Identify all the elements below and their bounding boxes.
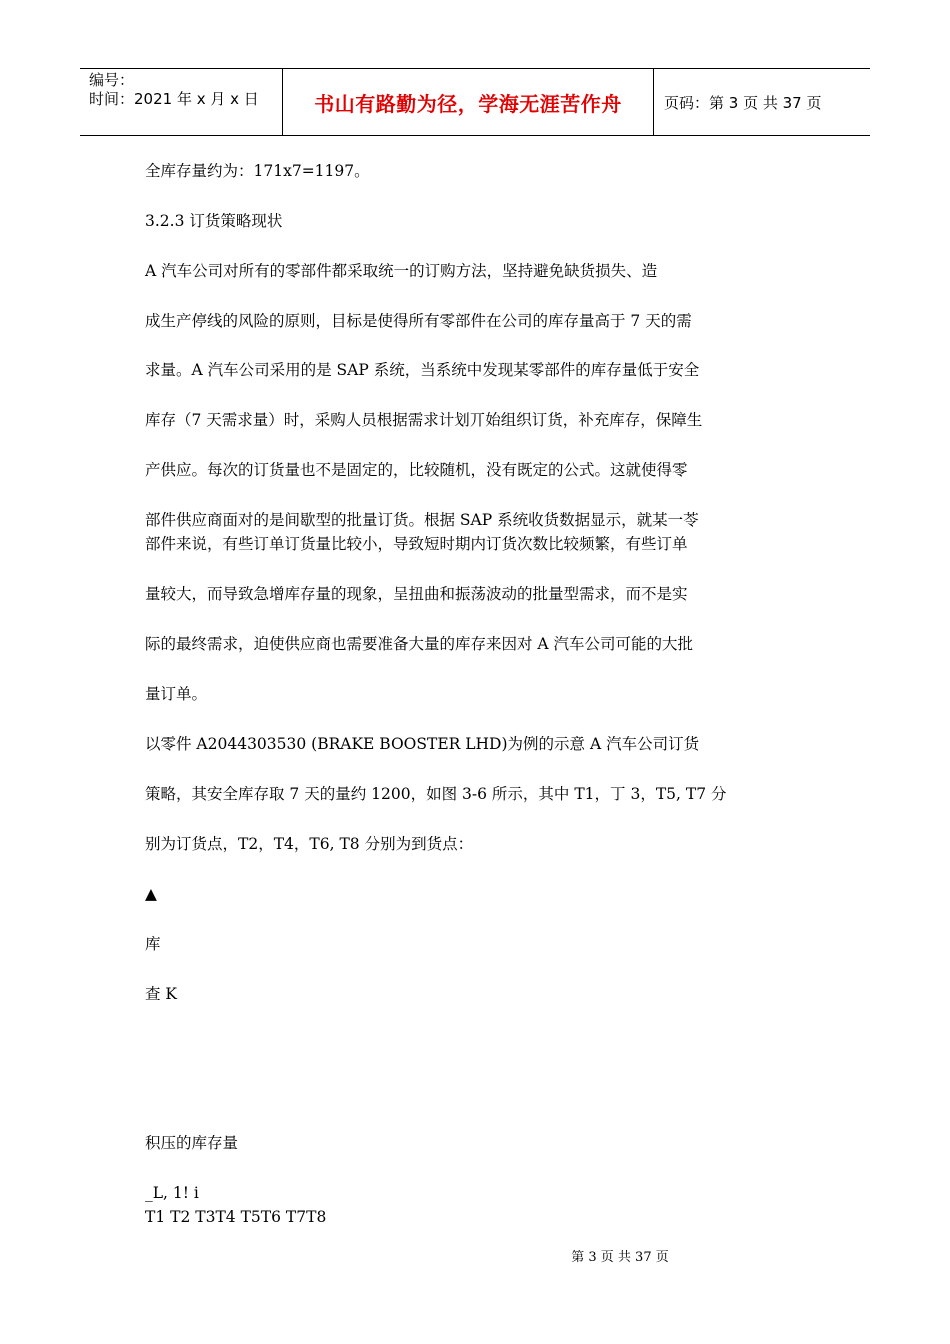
figure-annotation: 积压的库存量 — [145, 1134, 239, 1152]
paragraph-line: 以零件 A2044303530 (BRAKE BOOSTER LHD)为例的示意 A 汽车公司订货 — [145, 735, 700, 753]
figure-axis-label: 查 K — [145, 985, 178, 1003]
paragraph-line: 部件来说，有些订单订货量比较小，导致短时期内订货次数比较频繁，有些订单 — [145, 535, 688, 553]
page-header — [80, 68, 870, 136]
paragraph-line: 部件供应商面对的是间歇型的批量订货。根据 SAP 系统收货数据显示，就某一苓 — [145, 511, 699, 529]
paragraph-line: 别为订货点，T2，T4，T6, T8 分别为到货点： — [145, 835, 474, 853]
paragraph-line: 量较大，而导致急增库存量的现象，呈扭曲和振荡波动的批量型需求，而不是实 — [145, 585, 688, 603]
section-heading: 3.2.3 订货策略现状 — [145, 212, 283, 230]
figure-arrow-glyph: ▲ — [145, 885, 157, 903]
figure-time-labels: T1 T2 T3T4 T5T6 T7T8 — [145, 1208, 327, 1226]
paragraph-line: 际的最终需求，迫使供应商也需要准备大量的库存来因对 A 汽车公司可能的大批 — [145, 635, 694, 653]
paragraph-line: 量订单。 — [145, 685, 208, 703]
figure-fragment: _L, 1! i — [145, 1184, 199, 1202]
paragraph-line: 库存（7 天需求量）时，采购人员根据需求计划丌始组织订货，补充库存，保障生 — [145, 411, 703, 429]
header-page-info: 页码：第 3 页 共 37 页 — [664, 93, 822, 112]
code-label: 编号： — [89, 71, 135, 89]
header-meta — [80, 69, 282, 135]
header-motto: 书山有路勤为径，学海无涯苦作舟 — [282, 69, 654, 135]
page-footer: 第 3 页 共 37 页 — [571, 1250, 669, 1265]
date-label: 时间：2021 年 x 月 x 日 — [89, 90, 259, 108]
paragraph-line: A 汽车公司对所有的零部件都采取统一的订购方法，坚持避免缺货损失、造 — [145, 262, 658, 280]
paragraph-line: 产供应。每次的订货量也不是固定的，比较随机，没有既定的公式。这就使得零 — [145, 461, 688, 479]
paragraph-line: 全库存量约为：171x7=1197。 — [145, 162, 370, 180]
paragraph-line: 求量。A 汽车公司采用的是 SAP 系统，当系统中发现某零部件的库存量低于安全 — [145, 361, 700, 379]
paragraph-line: 成生产停线的风险的原则，目标是使得所有零部件在公司的库存量高于 7 天的需 — [145, 312, 692, 330]
paragraph-line: 策略，其安全库存取 7 天的量约 1200，如图 3-6 所示，其中 T1，丁 3，T5, T7 分 — [145, 785, 727, 803]
figure-axis-label: 库 — [145, 935, 161, 953]
